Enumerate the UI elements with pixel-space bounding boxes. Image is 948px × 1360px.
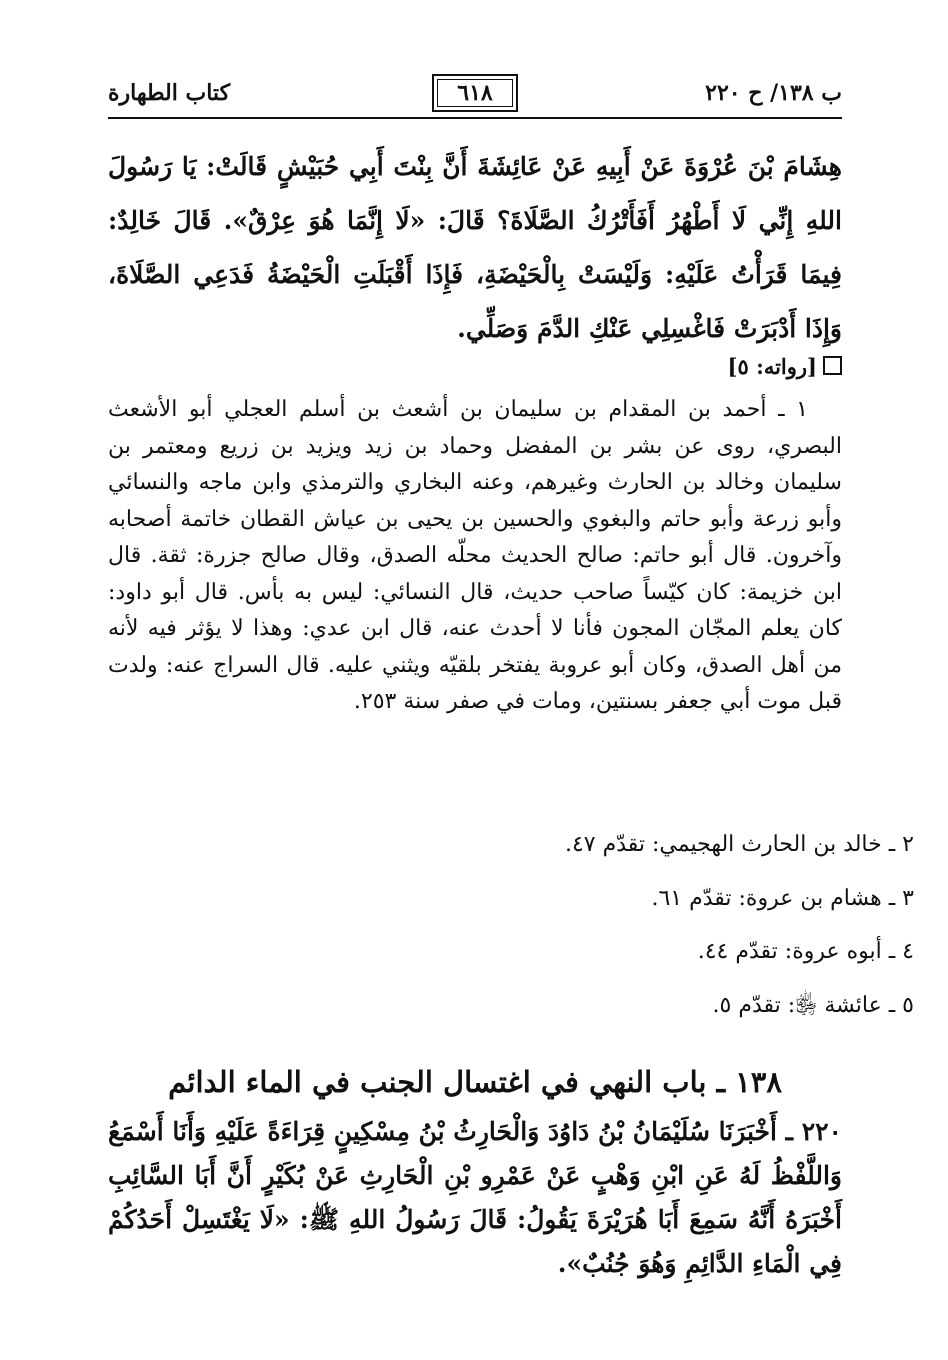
narrator-list bbox=[214, 818, 914, 1032]
narrator-3: ٣ ـ هشام بن عروة: تقدّم ٦١. bbox=[651, 885, 914, 911]
narrator-biography bbox=[108, 392, 842, 721]
narrator-1-bio: ١ ـ أحمد بن المقدام بن سليمان بن أشعث بن أسلم العجلي أبو الأشعث البصري، روى عن بشر بن المفضل وحماد بن زيد ويزيد بن زريع ومعتمر بن سليمان وخالد بن الحارث وغيرهم، وعنه البخاري والترمذي وابن ماجه والنسائي وأبو زرعة وأبو حاتم والبغوي والحسين بن يحيى بن عياش القطان خاتمة أصحابه وآخرون. قال أبو حاتم: صالح الحديث محلّه الصدق، وقال صالح جزرة: ثقة. قال ابن خزيمة: كان كيّساً صاحب حديث، قال النسائي: ليس به بأس. قال أبو داود: كان يعلم المجّان المجون فأنا لا أحدث عنه، قال ابن عدي: وهذا لا يؤثر فيه لأنه من أهل الصدق، وكان أبو عروبة يفتخر بلقيّه ويثني عليه. قال السراج عنه: ولدت قبل موت أبي جعفر بسنتين، ومات في صفر سنة ٢٥٣. bbox=[108, 397, 842, 714]
header-divider bbox=[108, 117, 842, 119]
narrator-5: ٥ ـ عائشة ﵂: تقدّم ٥. bbox=[712, 992, 914, 1018]
hadith-220: ٢٢٠ ـ أَخْبَرَنَا سُلَيْمَانُ بْنُ دَاوُدَ وَالْحَارِثُ بْنُ مِسْكِينٍ قِرَاءَةً عَلَيْهِ وَأَنَا أَسْمَعُ وَاللَّفْظُ لَهُ عَنِ ابْنِ وَهْبٍ عَنْ عَمْرِو بْنِ الْحَارِثِ عَنْ بُكَيْرٍ أَنَّ أَبَا السَّائِبِ أَخْبَرَهُ أَنَّهُ سَمِعَ أَبَا هُرَيْرَةَ يَقُولُ: قَالَ رَسُولُ اللهِ ﷺ: «لَا يَغْتَسِلْ أَحَدُكُمْ فِي الْمَاءِ الدَّائِمِ وَهُوَ جُنُبٌ». bbox=[108, 1117, 842, 1278]
narrators-section-heading bbox=[108, 350, 842, 384]
narrator-2: ٢ ـ خالد بن الحارث الهجيمي: تقدّم ٤٧. bbox=[564, 832, 914, 857]
narrators-count-label: [رواته: ٥] bbox=[727, 354, 817, 379]
narrator-4: ٤ ـ أبوه عروة: تقدّم ٤٤. bbox=[697, 939, 914, 964]
hadith-matn-continuation: هِشَامَ بْنَ عُرْوَةَ عَنْ أَبِيهِ عَنْ عَائِشَةَ أَنَّ بِنْتَ أَبِي حُبَيْشٍ قَالَتْ: يَا رَسُولَ اللهِ إِنِّي لَا أَطْهُرُ أَفَأَتْرُكُ الصَّلَاةَ؟ قَالَ: «لَا إِنَّمَا هُوَ عِرْقٌ». قَالَ خَالِدٌ: فِيمَا قَرَأْتُ عَلَيْهِ: وَلَيْسَتْ بِالْحَيْضَةِ، فَإِذَا أَقْبَلَتِ الْحَيْضَةُ فَدَعِي الصَّلَاةَ، وَإِذَا أَدْبَرَتْ فَاغْسِلِي عَنْكِ الدَّمَ وَصَلِّي. bbox=[108, 152, 842, 343]
chapter-title: ١٣٨ ـ باب النهي في اغتسال الجنب في الماء الدائم bbox=[168, 1065, 782, 1099]
header-chapter-ref: ب ١٣٨/ ح ٢٢٠ bbox=[705, 80, 842, 106]
running-header bbox=[108, 74, 842, 114]
header-book-title: كتاب الطهارة bbox=[108, 80, 231, 106]
square-bullet-icon bbox=[823, 356, 842, 375]
page-number: ٦١٨ bbox=[432, 74, 518, 112]
